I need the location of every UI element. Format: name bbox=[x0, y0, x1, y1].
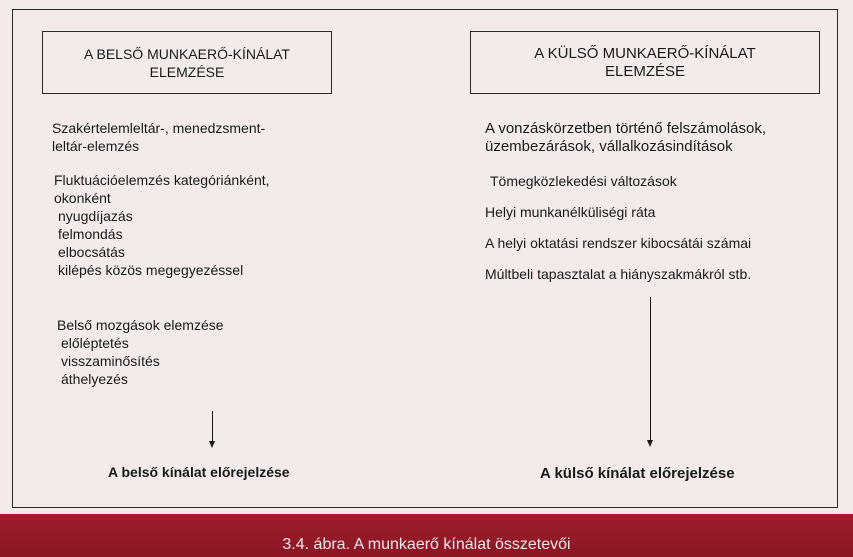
figure-caption: 3.4. ábra. A munkaerő kínálat összetevői bbox=[282, 536, 571, 553]
catchment-area-text: A vonzáskörzetben történő felszámolások, üzembezárások, vállalkozásindítások bbox=[485, 120, 766, 155]
movement-item: áthelyezés bbox=[61, 371, 128, 387]
public-transport-text: Tömegközlekedési változások bbox=[490, 173, 677, 189]
internal-title-line-2: ELEMZÉSE bbox=[149, 63, 225, 80]
turnover-heading-1: Fluktuációelemzés kategóriánként, bbox=[54, 172, 270, 188]
external-title-line-1: A KÜLSŐ MUNKAERŐ-KÍNÁLAT bbox=[534, 44, 756, 62]
shortage-experience-text: Múltbeli tapasztalat a hiányszakmákról stb. bbox=[485, 266, 752, 282]
internal-supply-title-box bbox=[42, 31, 332, 94]
education-output-text: A helyi oktatási rendszer kibocsátái számai bbox=[485, 235, 752, 251]
external-arrow-head bbox=[647, 440, 653, 447]
caption-bar bbox=[0, 514, 853, 557]
skills-inventory-text: Szakértelemleltár-, menedzsment- leltár-elemzés bbox=[52, 120, 266, 154]
external-title-line-2: ELEMZÉSE bbox=[604, 62, 685, 80]
internal-arrow-shaft bbox=[212, 411, 213, 441]
external-supply-title-box bbox=[470, 31, 820, 94]
movement-item: előléptetés bbox=[61, 335, 129, 351]
turnover-analysis-group bbox=[54, 171, 270, 279]
unemployment-rate-text: Helyi munkanélküliségi ráta bbox=[485, 204, 656, 220]
external-arrow-shaft bbox=[650, 297, 651, 440]
internal-movements-heading: Belső mozgások elemzése bbox=[57, 317, 224, 333]
turnover-item: elbocsátás bbox=[58, 244, 125, 260]
turnover-item: kilépés közös megegyezéssel bbox=[58, 262, 244, 278]
turnover-item: felmondás bbox=[58, 226, 123, 242]
internal-arrow-head bbox=[209, 441, 215, 448]
internal-title-line-1: A BELSŐ MUNKAERŐ-KÍNÁLAT bbox=[84, 45, 290, 62]
external-forecast-label: A külső kínálat előrejelzése bbox=[540, 465, 735, 482]
internal-movements-group bbox=[57, 316, 224, 388]
turnover-item: nyugdíjazás bbox=[58, 208, 133, 224]
movement-item: visszaminősítés bbox=[61, 353, 160, 369]
internal-forecast-label: A belső kínálat előrejelzése bbox=[108, 464, 290, 480]
turnover-heading-2: okonként bbox=[54, 190, 111, 206]
